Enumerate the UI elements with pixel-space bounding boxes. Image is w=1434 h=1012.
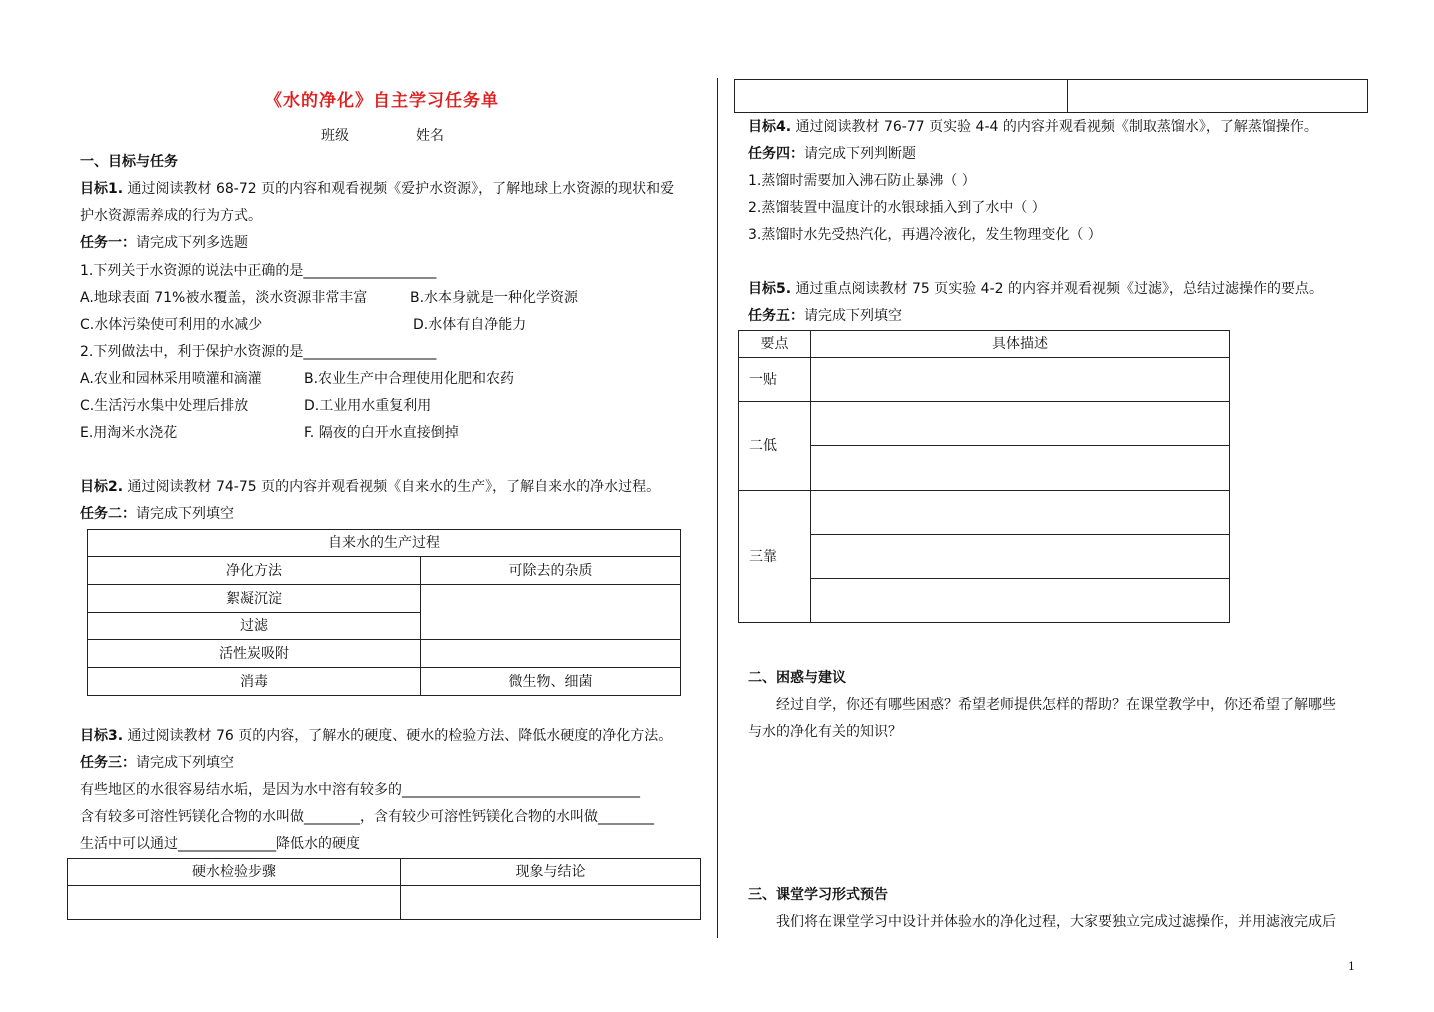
- name-label: 姓名: [416, 128, 444, 144]
- table-cell-method: 活性炭吸附: [88, 640, 421, 668]
- filtration-point: 二低: [739, 402, 811, 491]
- task-4-label: 任务四：: [748, 146, 804, 162]
- table-cell-impurity: 微生物、细菌: [421, 668, 681, 696]
- filtration-header-point: 要点: [739, 331, 811, 358]
- column-divider: [717, 78, 718, 938]
- goal-5: [748, 279, 1323, 299]
- goal-1-text: 通过阅读教材 68-72 页的内容和观看视频《爱护水资源》，了解地球上水资源的现状和爱: [127, 181, 675, 197]
- goal-4: [748, 117, 1318, 137]
- goal-4-text: 通过阅读教材 76-77 页实验 4-4 的内容并观看视频《制取蒸馏水》，了解蒸馏操作。: [795, 119, 1318, 135]
- question-2-option-a: A.农业和园林采用喷灌和滴灌: [80, 371, 262, 387]
- hard-water-answer-cell[interactable]: [68, 886, 401, 920]
- goal-2-text: 通过阅读教材 74-75 页的内容并观看视频《自来水的生产》，了解自来水的净水过程。: [127, 479, 661, 495]
- question-1-option-c: C.水体污染使可利用的水减少: [80, 317, 263, 333]
- task-5: [748, 306, 902, 326]
- task-3-label: 任务三：: [80, 755, 136, 771]
- table-cell-method: 过滤: [88, 613, 421, 640]
- goal-5-label: 目标5.: [748, 281, 792, 297]
- filtration-point: 一贴: [739, 358, 811, 402]
- question-2-option-d: D.工业用水重复利用: [304, 398, 432, 414]
- filtration-answer-cell[interactable]: [811, 402, 1230, 446]
- task-1-label: 任务一：: [80, 235, 136, 251]
- goal-3-text: 通过阅读教材 76 页的内容，了解水的硬度、硬水的检验方法、降低水硬度的净化方法。: [127, 728, 673, 744]
- goal-2: [80, 477, 660, 497]
- task-4: [748, 144, 916, 164]
- hard-water-answer-cell[interactable]: [401, 886, 701, 920]
- filtration-answer-cell[interactable]: [811, 446, 1230, 491]
- water-production-table: [87, 529, 681, 696]
- task-4-text: 请完成下列判断题: [804, 146, 916, 162]
- filtration-answer-cell[interactable]: [811, 491, 1230, 535]
- task-3-text: 请完成下列填空: [136, 755, 234, 771]
- section-3-text: 我们将在课堂学习中设计并体验水的净化过程，大家要独立完成过滤操作，并用滤液完成后: [776, 914, 1336, 930]
- task-3-line-2: 含有较多可溶性钙镁化合物的水叫做________，含有较少可溶性钙镁化合物的水叫做________: [80, 809, 654, 825]
- goal-2-label: 目标2.: [80, 479, 124, 495]
- table-caption: 自来水的生产过程: [88, 530, 681, 557]
- task-2-text: 请完成下列填空: [136, 506, 234, 522]
- filtration-answer-cell[interactable]: [811, 535, 1230, 579]
- goal-1: [80, 179, 674, 199]
- question-1-option-d: D.水体有自净能力: [413, 317, 527, 333]
- section-2-heading: 二、困惑与建议: [748, 670, 846, 686]
- task-3-line-3: 生活中可以通过______________降低水的硬度: [80, 836, 360, 852]
- question-1: 1.下列关于水资源的说法中正确的是___________________: [80, 263, 437, 279]
- question-2-option-c: C.生活污水集中处理后排放: [80, 398, 249, 414]
- table-header-impurity: 可除去的杂质: [421, 557, 681, 585]
- section-3-heading: 三、课堂学习形式预告: [748, 887, 888, 903]
- task-4-item-2: 2.蒸馏装置中温度计的水银球插入到了水中（ ）: [748, 200, 1046, 216]
- question-1-option-b: B.水本身就是一种化学资源: [410, 290, 579, 306]
- page-number: 1: [1348, 960, 1355, 973]
- question-1-option-a: A.地球表面 71%被水覆盖，淡水资源非常丰富: [80, 290, 368, 306]
- filtration-point: 三靠: [739, 491, 811, 623]
- question-2: 2.下列做法中，利于保护水资源的是___________________: [80, 344, 437, 360]
- table-cell-method: 絮凝沉淀: [88, 585, 421, 613]
- task-1-text: 请完成下列多选题: [136, 235, 248, 251]
- goal-3: [80, 726, 672, 746]
- filtration-header-description: 具体描述: [811, 331, 1230, 358]
- hard-water-table: [67, 858, 701, 920]
- task-1: [80, 233, 248, 253]
- filtration-table: [738, 330, 1230, 623]
- goal-1-text-cont: 护水资源需养成的行为方式。: [80, 208, 262, 224]
- document-title: 《水的净化》自主学习任务单: [265, 91, 499, 111]
- section-2-text-cont: 与水的净化有关的知识？: [748, 724, 902, 740]
- table-answer-cell[interactable]: [421, 585, 681, 640]
- goal-3-label: 目标3.: [80, 728, 124, 744]
- task-5-text: 请完成下列填空: [804, 308, 902, 324]
- task-3: [80, 753, 234, 773]
- task-3-line-1: 有些地区的水很容易结水垢，是因为水中溶有较多的__________________________________: [80, 782, 640, 798]
- class-label: 班级: [321, 128, 349, 144]
- table-answer-cell[interactable]: [421, 640, 681, 668]
- continued-answer-cell[interactable]: [1068, 80, 1368, 113]
- task-4-item-3: 3.蒸馏时水先受热汽化，再遇冷液化，发生物理变化（ ）: [748, 227, 1102, 243]
- task-2-label: 任务二：: [80, 506, 136, 522]
- table-header-method: 净化方法: [88, 557, 421, 585]
- question-2-option-b: B.农业生产中合理使用化肥和农药: [304, 371, 515, 387]
- task-2: [80, 504, 234, 524]
- section-1-heading: 一、目标与任务: [80, 154, 178, 170]
- hard-water-header-result: 现象与结论: [401, 859, 701, 886]
- hard-water-header-steps: 硬水检验步骤: [68, 859, 401, 886]
- task-5-label: 任务五：: [748, 308, 804, 324]
- section-2-text: 经过自学，你还有哪些困惑？希望老师提供怎样的帮助？在课堂教学中，你还希望了解哪些: [776, 697, 1336, 713]
- question-2-option-f: F. 隔夜的白开水直接倒掉: [304, 425, 459, 441]
- continued-table-row: [734, 79, 1368, 113]
- goal-5-text: 通过重点阅读教材 75 页实验 4-2 的内容并观看视频《过滤》，总结过滤操作的要点。: [795, 281, 1323, 297]
- goal-1-label: 目标1.: [80, 181, 124, 197]
- task-4-item-1: 1.蒸馏时需要加入沸石防止暴沸（ ）: [748, 173, 976, 189]
- question-2-option-e: E.用淘米水浇花: [80, 425, 178, 441]
- filtration-answer-cell[interactable]: [811, 579, 1230, 623]
- table-cell-method: 消毒: [88, 668, 421, 696]
- filtration-answer-cell[interactable]: [811, 358, 1230, 402]
- continued-answer-cell[interactable]: [735, 80, 1068, 113]
- goal-4-label: 目标4.: [748, 119, 792, 135]
